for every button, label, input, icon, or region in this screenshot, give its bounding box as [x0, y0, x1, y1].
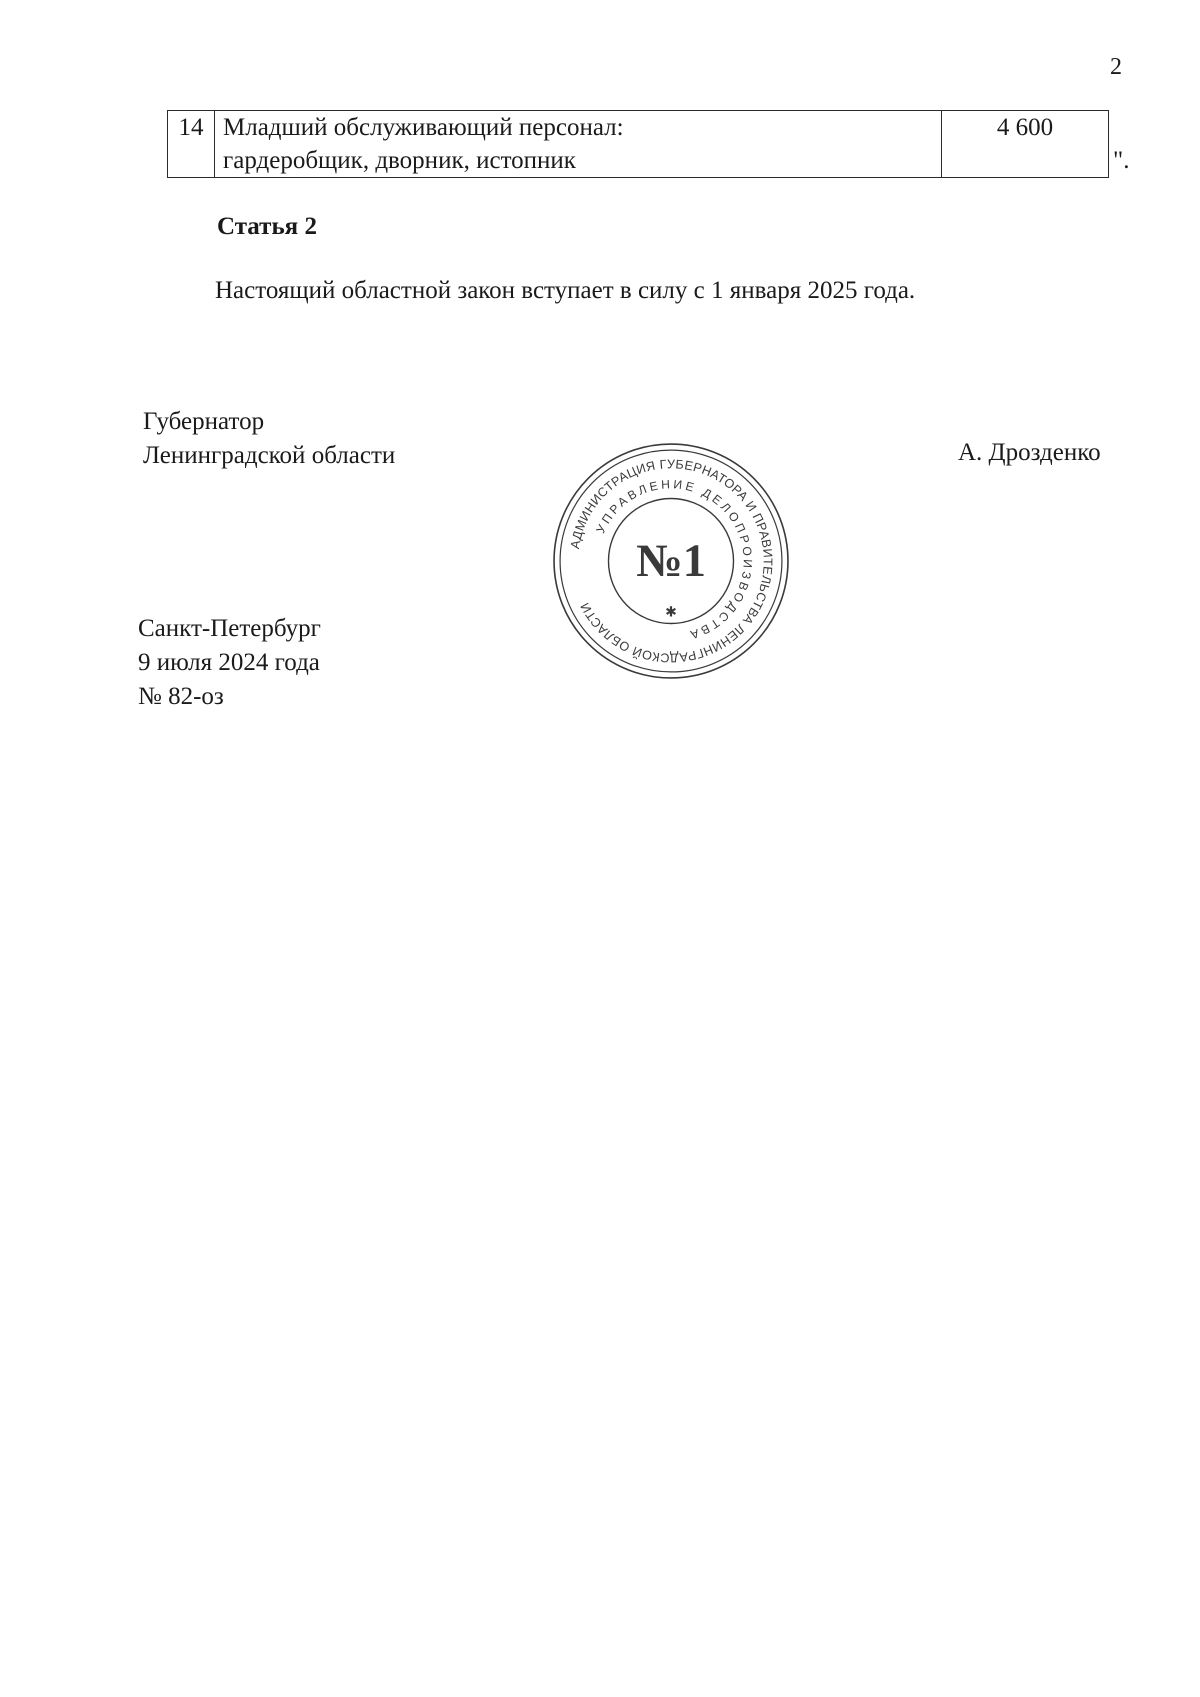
place-date-block	[138, 612, 321, 714]
signatory-title-line1: Губернатор	[143, 408, 265, 435]
closing-quote: ".	[1113, 147, 1130, 174]
row-description-line2: гардеробщик, дворник, истопник	[223, 147, 576, 174]
stamp-star-icon: ✱	[665, 604, 677, 621]
city: Санкт-Петербург	[138, 615, 321, 642]
signatory-name: А. Дрозденко	[958, 439, 1101, 466]
row-description-line1: Младший обслуживающий персонал:	[223, 114, 624, 141]
article-text: Настоящий областной закон вступает в силу с 1 января 2025 года.	[215, 277, 916, 304]
row-amount: 4 600	[942, 111, 1109, 178]
row-number: 14	[168, 111, 215, 178]
signatory-title	[143, 405, 395, 473]
stamp-center-number: №1	[636, 536, 706, 588]
official-stamp	[550, 440, 792, 682]
salary-table	[167, 110, 1109, 178]
law-number: № 82-оз	[138, 683, 224, 710]
table-row	[168, 111, 1109, 178]
page-number: 2	[1110, 54, 1122, 80]
stamp-inner-text: УПРАВЛЕНИЕ ДЕЛОПРОИЗВОДСТВА	[593, 477, 755, 643]
article-heading: Статья 2	[217, 213, 317, 240]
stamp-outer-text: АДМИНИСТРАЦИЯ ГУБЕРНАТОРА И ПРАВИТЕЛЬСТВА ЛЕНИНГРАДСКОЙ ОБЛАСТИ	[568, 457, 775, 665]
signatory-title-line2: Ленинградской области	[143, 442, 396, 469]
date: 9 июля 2024 года	[138, 649, 320, 676]
row-description	[215, 111, 942, 178]
